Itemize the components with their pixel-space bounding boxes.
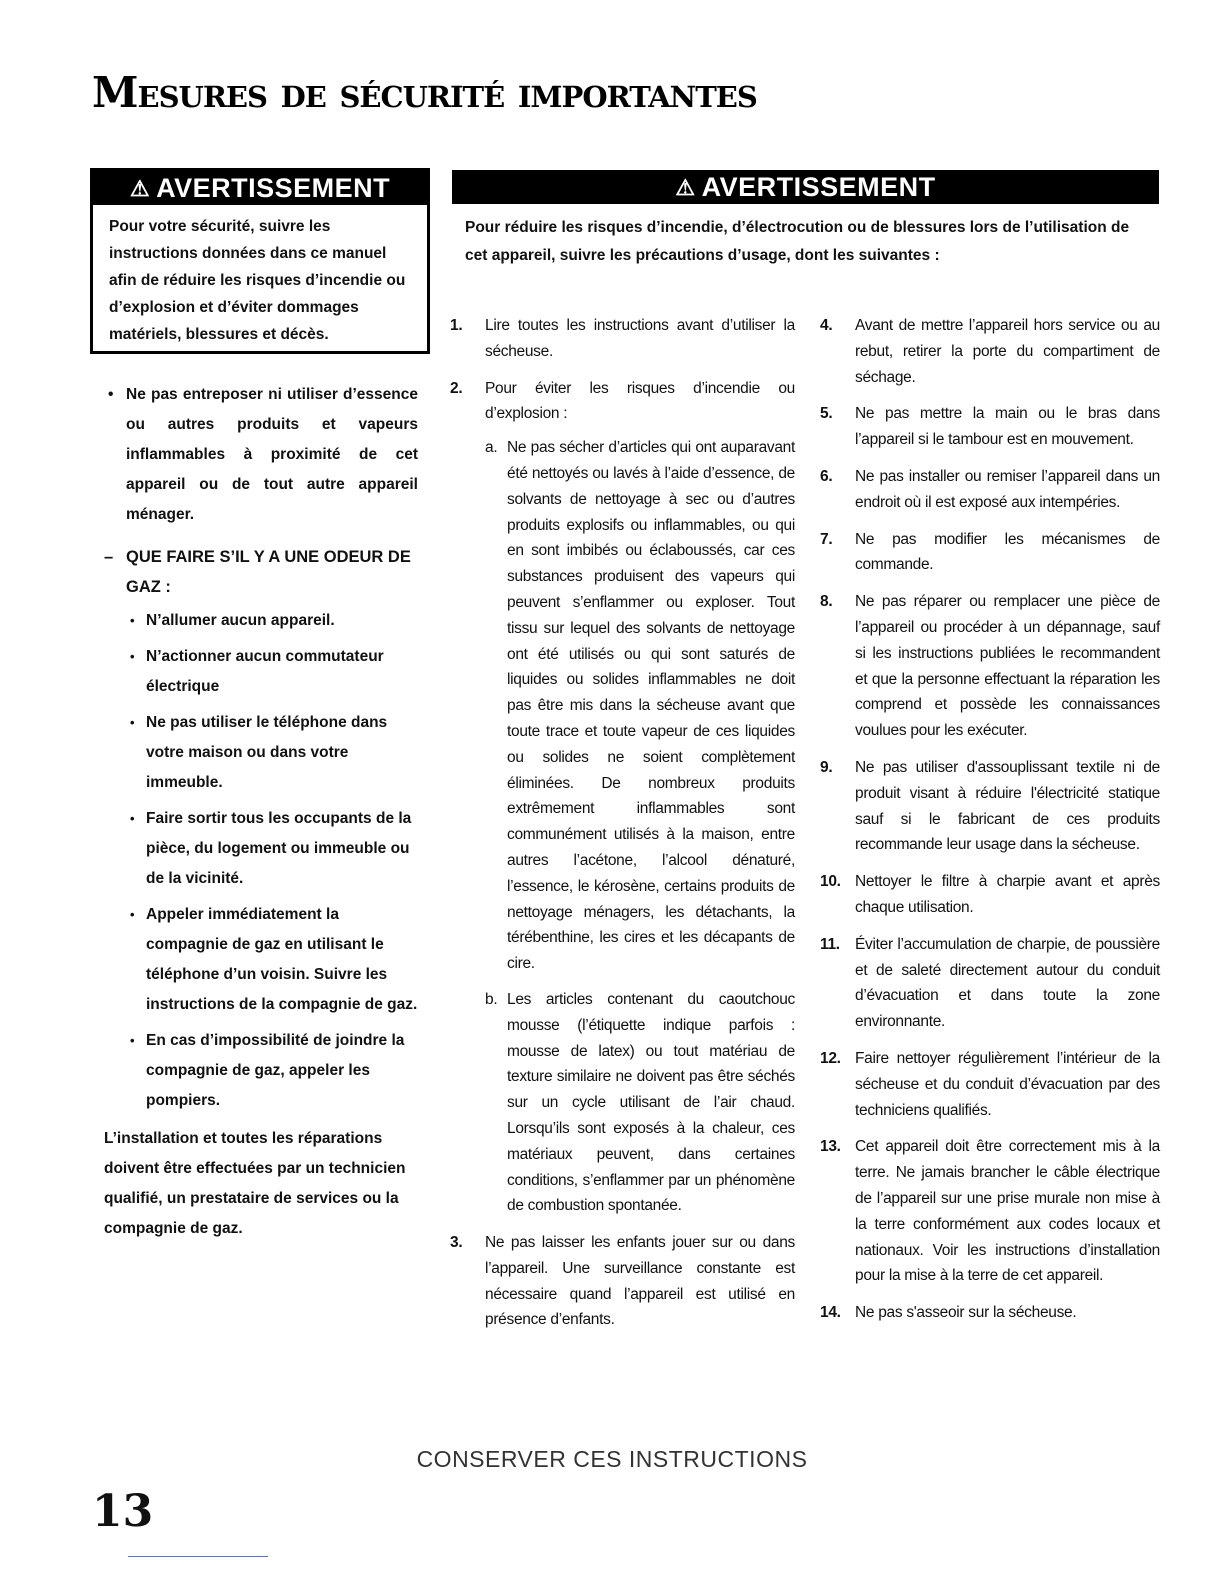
item-number: 7. xyxy=(820,530,833,548)
precaution-item xyxy=(450,1230,795,1333)
precaution-item xyxy=(820,932,1160,1035)
gas-steps-list xyxy=(104,606,418,1116)
item-number: 13. xyxy=(820,1138,841,1156)
precaution-item xyxy=(820,1300,1160,1326)
item-text: Ne pas modifier les mécanismes de commande. xyxy=(855,530,1160,574)
gas-step: • N’actionner aucun commutateur électrique xyxy=(146,642,418,702)
gas-step: • Appeler immédiatement la compagnie de gaz en utilisant le téléphone d’un voisin. Suivre les instructions de la compagnie de gaz. xyxy=(146,900,418,1020)
subitem-text: Ne pas sécher d’articles qui ont auparavant été nettoyés ou lavés à l’aide d’essence, de solvants de nettoyage à sec ou d’autres produits explosifs ou inflammables, ou qui en sont imbibés ou éclaboussés, car ces substances produisent des vapeurs qui peuvent s’enflammer ou exploser. Tout tissu sur lequel des solvants de nettoyage ont été utilisés ou qui sont saturés de liquides ou solides inflammables ne doit pas être mis dans la sécheuse avant que toute trace et toute vapeur de ces liquides ou solides ne soient complètement éliminées. De nombreux produits extrêmement inflammables sont communément utilisés à la maison, entre autres l’acétone, l’alcool dénaturé, l’essence, le kérosène, certains produits de nettoyage ménagers, les détachants, la térébenthine, les cires et les décapants de cire. xyxy=(507,439,795,973)
item-text: Nettoyer le filtre à charpie avant et après chaque utilisation. xyxy=(855,873,1160,916)
warning-triangle-icon: ⚠ xyxy=(129,176,151,201)
item-text: Ne pas laisser les enfants jouer sur ou dans l’appareil. Une surveillance constante est nécessaire quand l’appareil est utilisé en présence d’enfants. xyxy=(485,1234,795,1329)
page-title: Mesures de sécurité importantes xyxy=(92,68,757,117)
item-number: 9. xyxy=(820,758,833,776)
right-warning-intro: Pour réduire les risques d’incendie, d’électrocution ou de blessures lors de l’utilisation de cet appareil, suivre les précautions d’usage, dont les suivantes : xyxy=(465,219,1130,264)
precaution-item xyxy=(820,313,1160,390)
storage-warning: • Ne pas entreposer ni utiliser d’essence ou autres produits et vapeurs inflammables à proximité de cet appareil ou de tout autre appareil ménager. xyxy=(104,380,418,530)
item-number: 2. xyxy=(450,379,463,397)
save-instructions-footer: CONSERVER CES INSTRUCTIONS xyxy=(416,1446,808,1472)
item-number: 11. xyxy=(820,935,840,953)
left-warning-header xyxy=(93,171,427,205)
gas-safety-column xyxy=(104,380,418,1244)
precautions-column-2 xyxy=(820,313,1160,1337)
item-number: 3. xyxy=(450,1234,463,1252)
item-text: Ne pas installer ou remiser l’appareil dans un endroit où il est exposé aux intempéries. xyxy=(855,467,1160,511)
item-text: Avant de mettre l’appareil hors service ou au rebut, retirer la porte du compartiment de séchage. xyxy=(855,317,1160,386)
precaution-item xyxy=(820,1046,1160,1123)
gas-odor-heading xyxy=(104,542,418,602)
bottom-rule xyxy=(128,1556,268,1557)
precaution-item xyxy=(820,755,1160,858)
right-warning-label: AVERTISSEMENT xyxy=(701,172,936,202)
item-number: 8. xyxy=(820,593,833,611)
item-text: Cet appareil doit être correctement mis à la terre. Ne jamais brancher le câble électrique de l’appareil sur une prise murale non mise à la terre conformément aux codes locaux et nationaux. Voir les instructions d’installation pour la mise à la terre de cet appareil. xyxy=(855,1138,1160,1285)
gas-odor-heading-text: QUE FAIRE S’IL Y A UNE ODEUR DE GAZ : xyxy=(126,548,411,596)
item-number: 12. xyxy=(820,1049,841,1067)
precaution-item xyxy=(820,869,1160,921)
item-text: Lire toutes les instructions avant d’utiliser la sécheuse. xyxy=(485,317,795,360)
item-number: 14. xyxy=(820,1304,841,1322)
precaution-item xyxy=(820,401,1160,453)
precaution-subitem xyxy=(485,987,795,1219)
left-warning-text: Pour votre sécurité, suivre les instructions données dans ce manuel afin de réduire les risques d’incendie ou d’explosion et d’éviter dommages matériels, blessures et décès. xyxy=(109,218,406,343)
precaution-item xyxy=(820,527,1160,579)
precautions-column-1 xyxy=(450,313,795,1344)
item-text: Ne pas mettre la main ou le bras dans l’appareil si le tambour est en mouvement. xyxy=(855,405,1160,449)
subitem-text: Les articles contenant du caoutchouc mousse (l’étiquette indique parfois : mousse de latex) ou tout matériau de texture similaire ne doivent pas être séchés sur un cycle utilisant de l’air chaud. Lorsqu’ils sont exposés à la chaleur, ces matériaux peuvent, dans certaines conditions, s’enflammer par un phénomène de combustion spontanée. xyxy=(507,990,795,1215)
item-number: 1. xyxy=(450,317,463,334)
precaution-item xyxy=(450,313,795,365)
gas-step: • N’allumer aucun appareil. xyxy=(146,606,418,636)
precaution-item xyxy=(820,1134,1160,1289)
item-text: Ne pas réparer ou remplacer une pièce de l’appareil ou procéder à un dépannage, sauf si les instructions publiées le recommandent et que la personne effectuant la réparation les comprend et possède les connaissances voulues pour les exécuter. xyxy=(855,593,1160,740)
right-warning-header xyxy=(452,170,1159,204)
installation-note: L’installation et toutes les réparations doivent être effectuées par un technicien qualifié, un prestataire de services ou la compagnie de gaz. xyxy=(104,1130,406,1237)
precaution-item xyxy=(450,376,795,1220)
item-number: 6. xyxy=(820,467,833,485)
subitem-letter: b. xyxy=(485,990,498,1008)
item-number: 5. xyxy=(820,405,833,423)
left-warning-label: AVERTISSEMENT xyxy=(156,173,391,203)
item-number: 10. xyxy=(820,873,841,891)
gas-step: • En cas d’impossibilité de joindre la compagnie de gaz, appeler les pompiers. xyxy=(146,1026,418,1116)
item-text: Pour éviter les risques d’incendie ou d’explosion : xyxy=(485,379,795,423)
gas-step: • Ne pas utiliser le téléphone dans votre maison ou dans votre immeuble. xyxy=(146,708,418,798)
precaution-subitem xyxy=(485,435,795,977)
warning-triangle-icon: ⚠ xyxy=(675,175,696,200)
item-text: Ne pas utiliser d'assouplissant textile ni de produit visant à réduire l'électricité statique sauf si le fabricant de ces produits recommande leur usage dans la sécheuse. xyxy=(855,758,1160,854)
item-text: Faire nettoyer régulièrement l’intérieur de la sécheuse et du conduit d’évacuation par des techniciens qualifiés. xyxy=(855,1049,1160,1119)
precaution-item xyxy=(820,589,1160,744)
dash-marker: – xyxy=(104,548,114,566)
subitem-letter: a. xyxy=(485,439,498,457)
item-text: Ne pas s'asseoir sur la sécheuse. xyxy=(855,1304,1077,1322)
item-number: 4. xyxy=(820,317,833,334)
item-text: Éviter l’accumulation de charpie, de poussière et de saleté directement autour du conduit d’évacuation et dans toute la zone environnante. xyxy=(855,935,1160,1031)
precaution-item xyxy=(820,464,1160,516)
gas-step: • Faire sortir tous les occupants de la pièce, du logement ou immeuble ou de la vicinité. xyxy=(146,804,418,894)
left-warning-box xyxy=(90,168,430,354)
page-number: 13 xyxy=(92,1486,154,1537)
